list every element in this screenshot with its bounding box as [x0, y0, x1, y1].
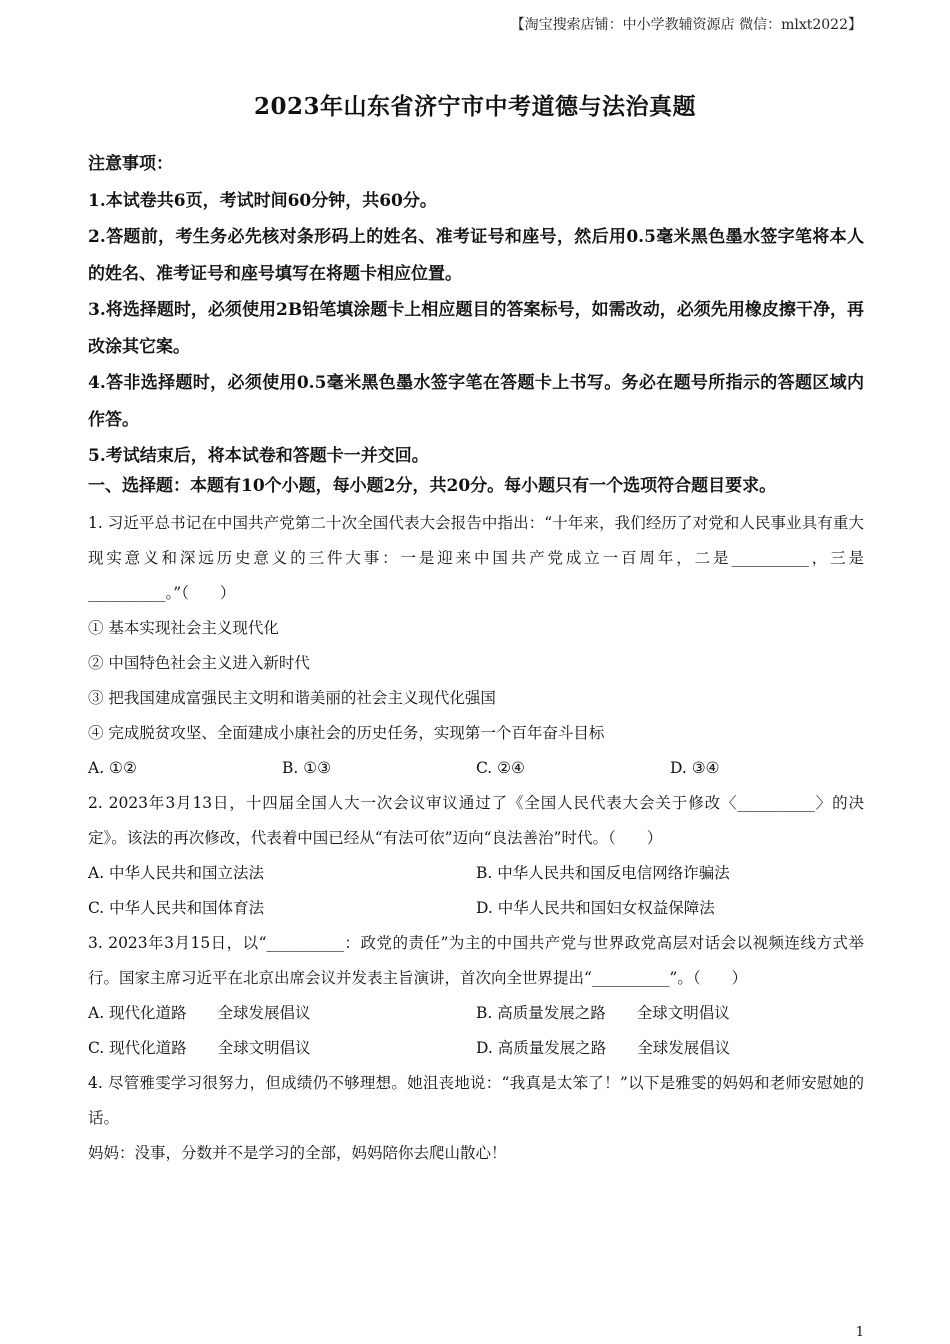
section-heading: 一、选择题：本题有10个小题，每小题2分，共20分。每小题只有一个选项符合题目要求。: [88, 476, 777, 496]
question-4-mom-quote: 妈妈：没事，分数并不是学习的全部，妈妈陪你去爬山散心！: [88, 1144, 507, 1162]
question-2-stem: 2. 2023年3月13日，十四届全国人大一次会议审议通过了《全国人民代表大会关于修改〈__________〉的决定》。该法的再次修改，代表着中国已经从“有法可依”迈向“良法善治”时代。（ ）: [88, 794, 864, 847]
option-d: D. ③④: [670, 759, 720, 777]
notice-block: [88, 146, 864, 475]
option-b: B. 中华人民共和国反电信网络诈骗法: [476, 864, 730, 882]
question-3-options-row-2: [88, 1031, 864, 1066]
question-2-options-row-2: [88, 891, 864, 926]
question-1-statement: ① 基本实现社会主义现代化: [88, 619, 279, 637]
question-1-statement: ③ 把我国建成富强民主文明和谐美丽的社会主义现代化强国: [88, 689, 496, 707]
notice-item: 3.将选择题时，必须使用2B铅笔填涂题卡上相应题目的答案标号，如需改动，必须先用橡皮擦干净，再改涂其它案。: [88, 300, 864, 357]
question-1-statement: ② 中国特色社会主义进入新时代: [88, 654, 310, 672]
notice-heading: 注意事项：: [88, 154, 173, 174]
notice-item: 2.答题前，考生务必先核对条形码上的姓名、准考证号和座号，然后用0.5毫米黑色墨水签字笔将本人的姓名、准考证号和座号填写在将题卡相应位置。: [88, 227, 864, 284]
notice-item: 5.考试结束后，将本试卷和答题卡一并交回。: [88, 446, 429, 466]
option-c: C. 中华人民共和国体育法: [88, 899, 265, 917]
option-b: B. 高质量发展之路 全球文明倡议: [476, 1004, 730, 1022]
question-1-stem: 1. 习近平总书记在中国共产党第二十次全国代表大会报告中指出：“十年来，我们经历了对党和人民事业具有重大现实意义和深远历史意义的三件大事：一是迎来中国共产党成立一百周年，二是__________，三是__________。”（ ）: [88, 514, 864, 602]
question-1-options: [88, 751, 864, 786]
option-a: A. ①②: [88, 759, 137, 777]
option-c: C. 现代化道路 全球文明倡议: [88, 1039, 311, 1057]
notice-item: 1.本试卷共6页，考试时间60分钟，共60分。: [88, 190, 437, 211]
page-number: 1: [855, 1325, 864, 1340]
notice-item: 4.答非选择题时，必须使用0.5毫米黑色墨水签字笔在答题卡上书写。务必在题号所指示的答题区域内作答。: [88, 373, 864, 430]
questions-block: [88, 506, 864, 1171]
option-b: B. ①③: [282, 759, 332, 777]
question-1-statement: ④ 完成脱贫攻坚、全面建成小康社会的历史任务，实现第一个百年奋斗目标: [88, 724, 605, 742]
option-a: A. 中华人民共和国立法法: [88, 864, 265, 882]
question-2-options-row-1: [88, 856, 864, 891]
question-3-stem: 3. 2023年3月15日，以“__________：政党的责任”为主的中国共产党与世界政党高层对话会以视频连线方式举行。国家主席习近平在北京出席会议并发表主旨演讲，首次向全世界提出“__________”。（ ）: [88, 934, 864, 987]
option-c: C. ②④: [476, 759, 525, 777]
question-3-options-row-1: [88, 996, 864, 1031]
option-d: D. 中华人民共和国妇女权益保障法: [476, 899, 715, 917]
option-d: D. 高质量发展之路 全球发展倡议: [476, 1039, 731, 1057]
option-a: A. 现代化道路 全球发展倡议: [88, 1004, 311, 1022]
question-4-stem: 4. 尽管雅雯学习很努力，但成绩仍不够理想。她沮丧地说：“我真是太笨了！”以下是雅雯的妈妈和老师安慰她的话。: [88, 1074, 864, 1127]
header-note: 【淘宝搜索店铺：中小学教辅资源店 微信：mlxt2022】: [510, 17, 862, 33]
page-title: 2023年山东省济宁市中考道德与法治真题: [253, 93, 696, 120]
